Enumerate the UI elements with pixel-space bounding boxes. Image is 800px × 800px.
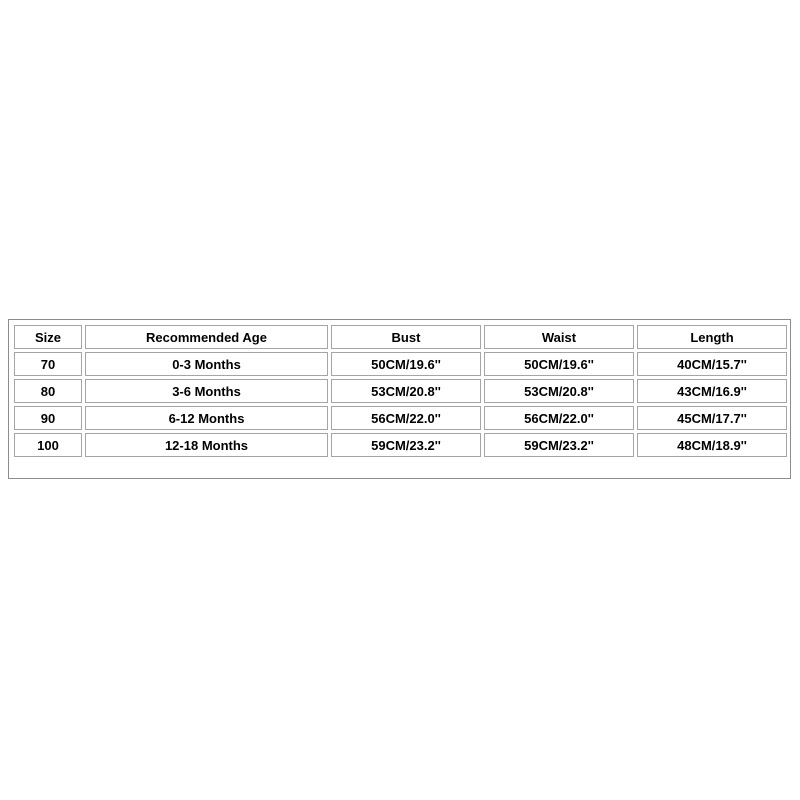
column-header-bust: Bust <box>331 325 481 349</box>
table-row <box>14 406 787 430</box>
cell-size: 80 <box>14 379 82 403</box>
cell-size: 100 <box>14 433 82 457</box>
column-header-size: Size <box>14 325 82 349</box>
cell-waist: 53CM/20.8'' <box>484 379 634 403</box>
table-row <box>14 433 787 457</box>
cell-bust: 50CM/19.6'' <box>331 352 481 376</box>
cell-waist: 56CM/22.0'' <box>484 406 634 430</box>
size-chart-table <box>11 322 790 460</box>
cell-length: 48CM/18.9'' <box>637 433 787 457</box>
table-row <box>14 379 787 403</box>
table-header-row <box>14 325 787 349</box>
size-chart <box>8 319 791 479</box>
cell-length: 40CM/15.7'' <box>637 352 787 376</box>
column-header-waist: Waist <box>484 325 634 349</box>
cell-bust: 53CM/20.8'' <box>331 379 481 403</box>
cell-length: 45CM/17.7'' <box>637 406 787 430</box>
cell-recommended-age: 3-6 Months <box>85 379 328 403</box>
cell-recommended-age: 12-18 Months <box>85 433 328 457</box>
cell-waist: 59CM/23.2'' <box>484 433 634 457</box>
cell-size: 70 <box>14 352 82 376</box>
cell-recommended-age: 6-12 Months <box>85 406 328 430</box>
cell-bust: 59CM/23.2'' <box>331 433 481 457</box>
cell-recommended-age: 0-3 Months <box>85 352 328 376</box>
cell-length: 43CM/16.9'' <box>637 379 787 403</box>
cell-waist: 50CM/19.6'' <box>484 352 634 376</box>
column-header-length: Length <box>637 325 787 349</box>
cell-size: 90 <box>14 406 82 430</box>
table-row <box>14 352 787 376</box>
cell-bust: 56CM/22.0'' <box>331 406 481 430</box>
column-header-recommended-age: Recommended Age <box>85 325 328 349</box>
